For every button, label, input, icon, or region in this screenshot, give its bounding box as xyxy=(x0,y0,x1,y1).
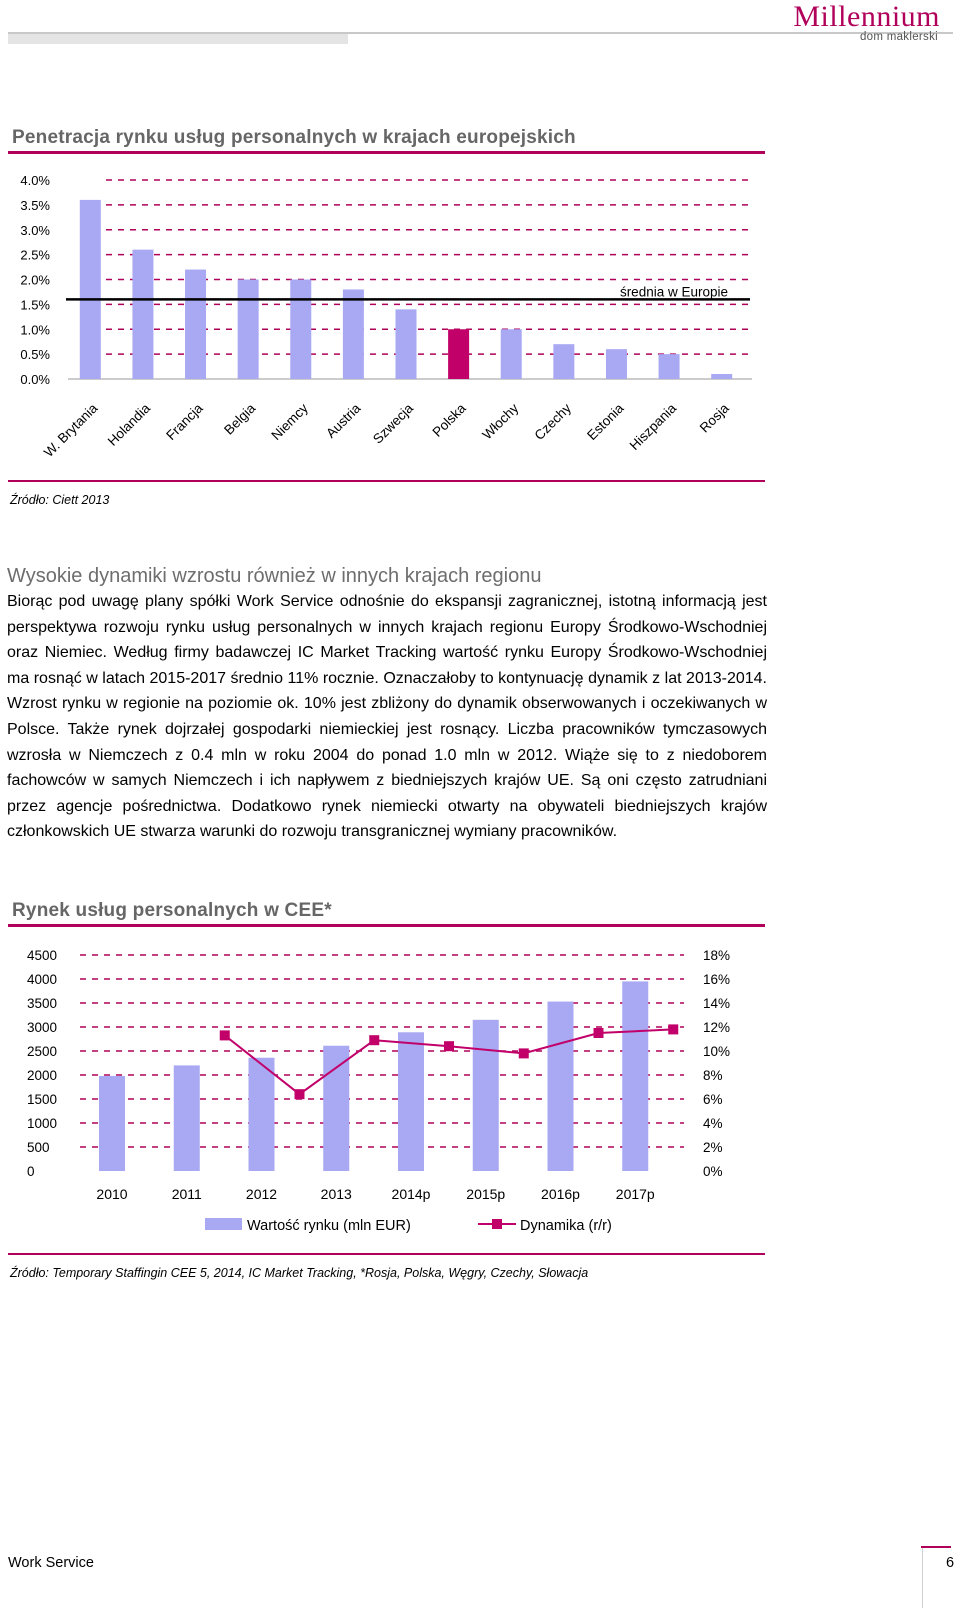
chart2-ytick-left: 3000 xyxy=(27,1020,58,1035)
chart2-xtick: 2016p xyxy=(541,1186,580,1202)
chart1-ytick: 4.0% xyxy=(20,173,50,188)
chart2-ytick-right: 12% xyxy=(703,1020,731,1035)
chart2-xtick: 2014p xyxy=(391,1186,431,1202)
chart1-ytick: 0.0% xyxy=(20,372,50,387)
header-shade xyxy=(8,34,348,44)
chart2-ytick-left: 1500 xyxy=(27,1092,58,1107)
chart1-ytick: 3.5% xyxy=(20,197,50,213)
chart1-bar xyxy=(659,354,680,379)
chart2-line-marker xyxy=(444,1041,454,1051)
chart2-ytick-right: 14% xyxy=(703,996,731,1011)
footer-company: Work Service xyxy=(8,1555,94,1571)
chart1-penetration xyxy=(0,160,780,478)
chart2-ytick-left: 2500 xyxy=(27,1044,58,1059)
chart2-xtick: 2010 xyxy=(96,1186,128,1202)
chart2-line-marker xyxy=(295,1089,305,1099)
chart1-bar xyxy=(606,349,627,379)
chart2-xtick: 2012 xyxy=(245,1186,278,1202)
chart2-legend-bar-swatch xyxy=(205,1218,242,1230)
chart2-line-marker xyxy=(668,1024,678,1034)
chart1-xtick: Włochy xyxy=(479,400,522,443)
section-paragraph: Biorąc pod uwagę plany spółki Work Service odnośnie do ekspansji zagranicznej, istotną informacją jest perspektywa rozwoju rynku usług personalnych w innych krajach regionu Europy Środkowo-Wschodniej oraz Niemiec. Według firmy badawczej IC Market Tracking wartość rynku Europy Środkowo-Wschodniej ma rosnąć w latach 2015-2017 średnio 11% rocznie. Oznaczałoby to kontynuację dynamik z lat 2013-2014. Wzrost rynku w regionie na poziomie ok. 10% jest zbliżony do dynamik obserwowanych i oczekiwanych w Polsce. Także rynek dojrzałej gospodarki niemieckiej jest rosnący. Liczba pracowników tymczasowych wzrosła w Niemczech z 0.4 mln w roku 2004 do ponad 1.0 mln w 2012. Wiąże się to z niedoborem fachowców w samych Niemczech i ich napływem z biedniejszych krajów UE. Są oni często zatrudniani przez agencje pośrednictwa. Dodatkowo rynek niemiecki otwarty na obywateli biedniejszych krajów członkowskich UE stwarza warunki do rozwoju transgranicznej wymiany pracowników. xyxy=(7,593,767,841)
chart1-xtick: Belgia xyxy=(221,400,259,438)
chart2-title: Rynek usług personalnych w CEE* xyxy=(12,900,332,921)
chart2-bar xyxy=(99,1076,125,1171)
chart1-bar xyxy=(80,200,101,379)
chart2-line-marker xyxy=(519,1048,529,1058)
chart2-ytick-left: 4000 xyxy=(27,972,58,987)
chart2-bar xyxy=(622,981,648,1171)
chart1-bar xyxy=(448,329,469,379)
page-number: 6 xyxy=(946,1555,955,1571)
chart1-average-label: średnia w Europie xyxy=(619,284,728,300)
chart1-bar xyxy=(290,280,311,380)
chart2-xtick: 2011 xyxy=(171,1186,202,1202)
chart1-bar xyxy=(238,280,259,380)
chart2-ytick-left: 4500 xyxy=(27,948,58,963)
chart2-ytick-right: 4% xyxy=(703,1116,723,1131)
chart2-bar xyxy=(548,1002,574,1171)
chart1-xtick: Austria xyxy=(323,400,364,441)
chart2-bar xyxy=(249,1058,275,1171)
chart1-ytick: 2.0% xyxy=(20,272,50,288)
chart1-bar xyxy=(501,329,522,379)
section-heading: Wysokie dynamiki wzrostu również w innych krajach regionu xyxy=(7,565,542,587)
chart2-ytick-right: 10% xyxy=(703,1044,731,1059)
chart2-bar xyxy=(174,1065,200,1171)
chart2-xtick: 2015p xyxy=(466,1186,506,1202)
chart2-line-marker xyxy=(220,1030,230,1040)
chart1-bar xyxy=(343,289,364,379)
footer-accent-rule xyxy=(921,1546,951,1548)
chart2-legend-line-label: Dynamika (r/r) xyxy=(520,1218,612,1234)
chart1-xtick: Hiszpania xyxy=(626,400,680,454)
chart1-xtick: Niemcy xyxy=(268,400,311,443)
chart2-bottom-rule xyxy=(8,1253,765,1255)
chart2-ytick-left: 1000 xyxy=(27,1116,58,1131)
chart1-source: Źródło: Ciett 2013 xyxy=(10,493,110,507)
chart2-ytick-right: 2% xyxy=(703,1140,723,1155)
chart1-bar xyxy=(132,250,153,379)
chart1-xtick: Holandia xyxy=(104,400,154,449)
chart1-xtick: Estonia xyxy=(584,400,627,443)
chart2-legend-bar-label: Wartość rynku (mln EUR) xyxy=(247,1218,411,1234)
chart2-legend-line-marker xyxy=(492,1219,502,1229)
chart1-ytick: 1.5% xyxy=(20,297,50,313)
chart1-bar xyxy=(553,344,574,379)
chart1-xtick: Rosja xyxy=(696,400,732,436)
chart1-xtick: Polska xyxy=(429,400,469,440)
chart1-xtick: Szwecja xyxy=(369,400,417,447)
chart2-title-rule xyxy=(8,924,765,927)
chart2-ytick-left: 500 xyxy=(27,1140,50,1155)
chart2-source: Źródło: Temporary Staffingin CEE 5, 2014, IC Market Tracking, *Rosja, Polska, Węgry, Czechy, Słowacja xyxy=(10,1266,589,1280)
chart2-line-marker xyxy=(369,1035,379,1045)
chart1-ytick: 2.5% xyxy=(20,247,50,263)
chart1-bar xyxy=(396,309,417,379)
chart2-line xyxy=(225,1029,674,1094)
chart2-ytick-right: 6% xyxy=(703,1092,723,1107)
chart2-bar xyxy=(398,1032,424,1171)
chart2-ytick-right: 18% xyxy=(703,948,731,963)
chart1-title: Penetracja rynku usług personalnych w krajach europejskich xyxy=(12,127,576,148)
chart1-ytick: 1.0% xyxy=(20,322,50,338)
chart2-ytick-right: 16% xyxy=(703,972,731,987)
chart1-xtick: Czechy xyxy=(531,400,574,443)
chart2-xtick: 2017p xyxy=(615,1186,655,1202)
chart2-ytick-right: 0% xyxy=(703,1164,723,1179)
chart1-title-rule xyxy=(8,151,765,154)
chart2-cee-market xyxy=(0,932,780,1250)
footer-divider xyxy=(922,1548,923,1608)
chart1-xtick: W. Brytania xyxy=(41,400,101,460)
chart2-line-marker xyxy=(594,1028,604,1038)
chart2-bar xyxy=(473,1020,499,1171)
chart1-ytick: 0.5% xyxy=(20,347,50,363)
chart1-bar xyxy=(711,374,732,379)
chart1-xtick: Francja xyxy=(163,400,206,443)
chart2-bar xyxy=(323,1046,349,1171)
chart1-bottom-rule xyxy=(8,480,765,482)
logo-wordmark: Millennium xyxy=(793,0,940,33)
chart2-ytick-left: 2000 xyxy=(27,1068,58,1083)
chart1-bar xyxy=(185,270,206,379)
logo-subtitle: dom maklerski xyxy=(859,31,938,43)
chart2-xtick: 2013 xyxy=(320,1186,352,1202)
chart2-ytick-left: 3500 xyxy=(27,996,58,1011)
chart2-ytick-left: 0 xyxy=(27,1164,35,1179)
chart2-ytick-right: 8% xyxy=(703,1068,723,1083)
chart1-ytick: 3.0% xyxy=(20,222,50,238)
